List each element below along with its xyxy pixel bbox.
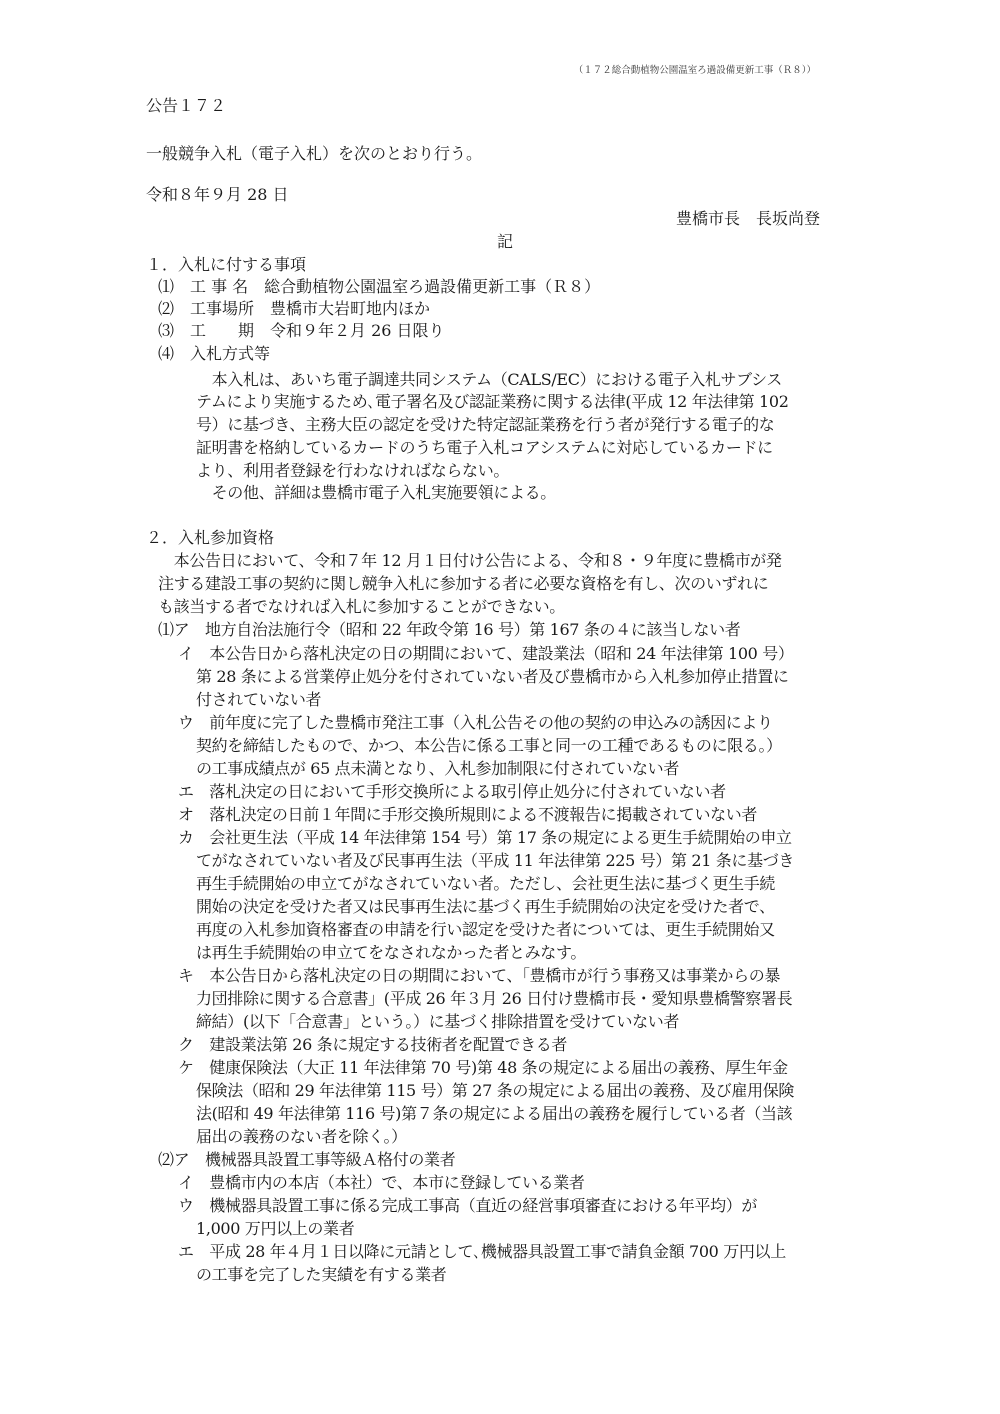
s2-g1-item-a: ⑴ア 地方自治法施行令（昭和 22 年政令第 16 号）第 167 条の４に該当しない者 (158, 620, 741, 639)
s2-g1-item-i-cont: 第 28 条による営業停止処分を付されていない者及び豊橋市から入札参加停止措置に (196, 667, 789, 686)
s2-g1-item-ke: ケ 健康保険法（大正 11 年法律第 70 号)第 48 条の規定による届出の義務、厚生年金 (178, 1058, 788, 1077)
s2-g1-item-ka-cont: は再生手続開始の申立てをなされなかった者とみなす。 (196, 943, 586, 962)
ki-mark: 記 (497, 232, 514, 251)
s2-g1-item-ka-cont: 再度の入札参加資格審査の申請を行い認定を受けた者については、更生手続開始又 (196, 920, 775, 939)
s1-para-line: 証明書を格納しているカードのうち電子入札コアシステムに対応しているカードに (196, 438, 773, 457)
s2-g1-item-ku: ク 建設業法第 26 条に規定する技術者を配置できる者 (178, 1035, 568, 1054)
s1-para-line: より、利用者登録を行わなければならない。 (196, 461, 510, 480)
s2-g2-item-e-cont: の工事を完了した実績を有する業者 (196, 1265, 447, 1284)
intro-sentence: 一般競争入札（電子入札）を次のとおり行う。 (146, 144, 483, 163)
s1-para-line: 号）に基づき、主務大臣の認定を受けた特定認証業務を行う者が発行する電子的な (196, 415, 775, 434)
s2-intro-line: も該当する者でなければ入札に参加することができない。 (158, 597, 565, 616)
s1-para-line: テムにより実施するため､電子署名及び認証業務に関する法律(平成 12 年法律第 102 (196, 392, 789, 411)
s1-item-2-location: ⑵ 工事場所 豊橋市大岩町地内ほか (158, 299, 431, 318)
s1-para-line: 本入札は、あいち電子調達共同システム（CALS/EC）における電子入札サブシス (196, 370, 782, 389)
s2-g1-item-ki-cont: 締結）(以下「合意書」という。）に基づく排除措置を受けていない者 (196, 1012, 680, 1031)
s2-g1-item-i: イ 本公告日から落札決定の日の期間において、建設業法（昭和 24 年法律第 100 号） (178, 644, 794, 663)
s2-g2-item-i: イ 豊橋市内の本店（本社）で、本市に登録している業者 (178, 1173, 585, 1192)
s2-g1-item-ke-cont: 法(昭和 49 年法律第 116 号)第７条の規定による届出の義務を履行している者（当該 (196, 1104, 793, 1123)
notice-date: 令和８年９月 28 日 (146, 185, 289, 204)
s2-g2-item-u-cont: 1,000 万円以上の業者 (196, 1219, 355, 1238)
s2-g2-item-u: ウ 機械器具設置工事に係る完成工事高（直近の経営事項審査における年平均）が (178, 1196, 758, 1215)
s2-intro-line: 本公告日において、令和７年 12 月１日付け公告による、令和８・９年度に豊橋市が発 (158, 551, 782, 570)
issuer-name: 豊橋市長 長坂尚登 (676, 209, 821, 228)
section-1-heading: １．入札に付する事項 (146, 255, 307, 274)
s2-g1-item-u: ウ 前年度に完了した豊橋市発注工事（入札公告その他の契約の申込みの誘因により (178, 713, 773, 732)
s2-g1-item-ki-cont: 力団排除に関する合意書」(平成 26 年３月 26 日付け豊橋市長・愛知県豊橋警察署長 (196, 989, 793, 1008)
s2-g1-item-u-cont: の工事成績点が 65 点未満となり、入札参加制限に付されていない者 (196, 759, 679, 778)
s2-g1-item-ka-cont: てがなされていない者及び民事再生法（平成 11 年法律第 225 号）第 21 条に基づき (196, 851, 795, 870)
s2-g2-item-e: エ 平成 28 年４月１日以降に元請として､機械器具設置工事で請負金額 700 万円以上 (178, 1242, 786, 1261)
s2-g1-item-o: オ 落札決定の日前１年間に手形交換所規則による不渡報告に掲載されていない者 (178, 805, 758, 824)
s1-para-line: その他、詳細は豊橋市電子入札実施要領による。 (196, 483, 556, 502)
s2-g1-item-ka-cont: 開始の決定を受けた者又は民事再生法に基づく再生手続開始の決定を受けた者で、 (196, 897, 775, 916)
s2-g1-item-ke-cont: 届出の義務のない者を除く。） (196, 1127, 407, 1146)
s2-g2-item-a: ⑵ア 機械器具設置工事等級Ａ格付の業者 (158, 1150, 456, 1169)
s2-g1-item-ki: キ 本公告日から落札決定の日の期間において、「豊橋市が行う事務又は事業からの暴 (178, 966, 781, 985)
s2-intro-line: 注する建設工事の契約に関し競争入札に参加する者に必要な資格を有し、次のいずれに (158, 574, 769, 593)
s1-item-1-project-name: ⑴ 工 事 名 総合動植物公園温室ろ過設備更新工事（Ｒ８） (158, 277, 601, 296)
s2-g1-item-ka: カ 会社更生法（平成 14 年法律第 154 号）第 17 条の規定による更生手続開始の申立 (178, 828, 792, 847)
s2-g1-item-ka-cont: 再生手続開始の申立てがなされていない者。ただし、会社更生法に基づく更生手続 (196, 874, 776, 893)
s1-item-4-method: ⑷ 入札方式等 (158, 344, 271, 363)
s2-g1-item-u-cont: 契約を締結したもので、かつ、本公告に係る工事と同一の工種であるものに限る。） (196, 736, 782, 755)
notice-number: 公告１７２ (146, 96, 227, 115)
s2-g1-item-e: エ 落札決定の日において手形交換所による取引停止処分に付されていない者 (178, 782, 726, 801)
s2-g1-item-i-cont: 付されていない者 (196, 690, 322, 709)
s2-g1-item-ke-cont: 保険法（昭和 29 年法律第 115 号）第 27 条の規定による届出の義務、及び雇用保険 (196, 1081, 795, 1100)
s1-item-3-period: ⑶ 工 期 令和９年２月 26 日限り (158, 321, 445, 340)
section-2-heading: ２．入札参加資格 (146, 528, 275, 547)
running-header: （１７２総合動植物公園温室ろ過設備更新工事（Ｒ８）） (573, 65, 816, 76)
